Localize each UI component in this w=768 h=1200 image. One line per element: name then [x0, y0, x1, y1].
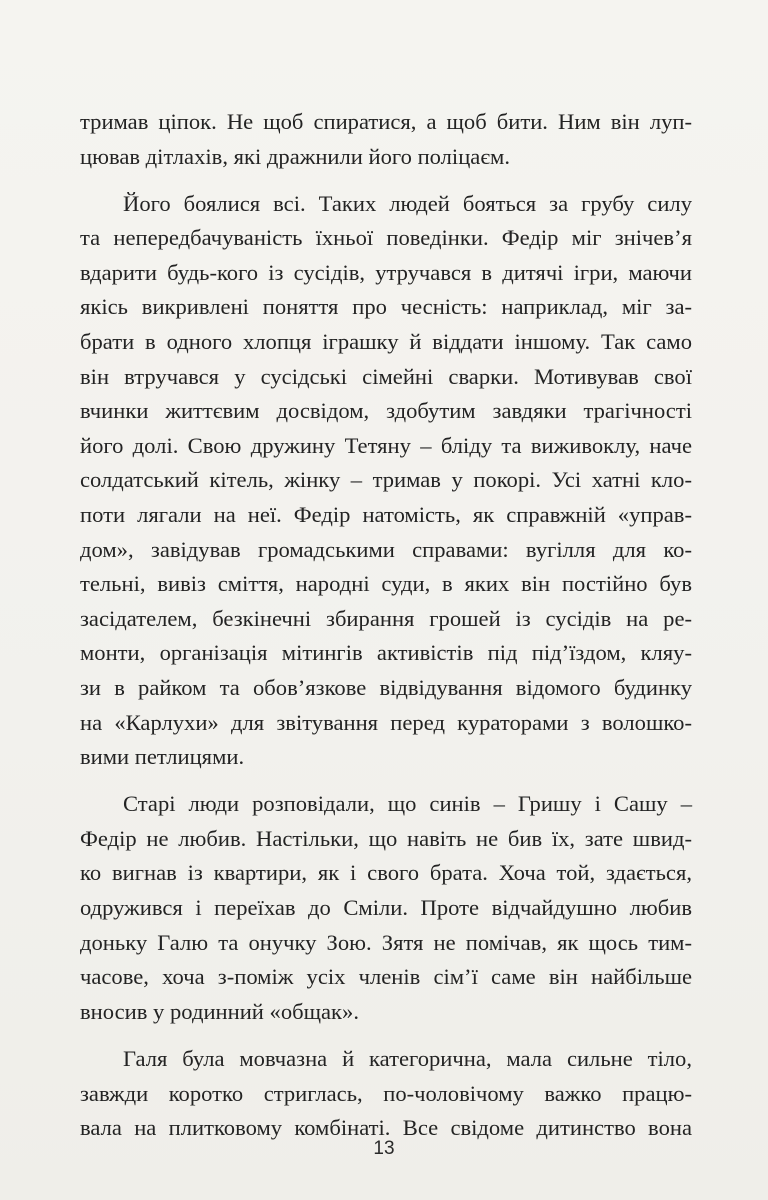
- text-line: одружився і переїхав до Сміли. Проте відчайдушно любив: [80, 895, 692, 921]
- text-line: вдарити будь-кого із сусідів, утручався в дитячі ігри, маючи: [80, 259, 692, 285]
- text-line: часове, хоча з-поміж усіх членів сім’ї саме він найбільше: [80, 964, 692, 990]
- text-line: монти, організація мітингів активістів під під’їздом, кляу-: [80, 640, 692, 666]
- text-line: Старі люди розповідали, що синів – Гришу і Сашу –: [123, 791, 692, 817]
- text-line: вносив у родинний «общак».: [80, 998, 359, 1024]
- text-line: Його боялися всі. Таких людей бояться за грубу силу: [123, 190, 692, 216]
- text-line: на «Карлухи» для звітування перед кураторами з волошко-: [80, 709, 692, 735]
- text-line: солдатський кітель, жінку – тримав у покорі. Усі хатні кло-: [80, 467, 692, 493]
- text-line: засідателем, безкінечні збирання грошей із сусідів на ре-: [80, 605, 692, 631]
- body-text: [80, 105, 692, 1146]
- text-line: він втручався у сусідські сімейні сварки. Мотивував свої: [80, 363, 692, 389]
- paragraph-gap: [80, 174, 692, 187]
- page-number: 13: [373, 1138, 395, 1159]
- text-line: якісь викривлені поняття про чесність: наприклад, міг за-: [80, 294, 692, 320]
- text-line: Галя була мовчазна й категорична, мала сильне тіло,: [123, 1045, 692, 1071]
- text-line: тельні, вивіз сміття, народні суди, в яких він постійно був: [80, 571, 692, 597]
- paragraph-gap: [80, 1029, 692, 1042]
- text-line: Федір не любив. Настільки, що навіть не бив їх, зате швид-: [80, 825, 692, 851]
- text-line: тримав ціпок. Не щоб спиратися, а щоб бити. Ним він луп-: [80, 109, 692, 134]
- text-line: вими петлицями.: [80, 744, 245, 770]
- text-line: брати в одного хлопця іграшку й віддати іншому. Так само: [80, 329, 692, 355]
- text-line: вчинки життєвим досвідом, здобутим завдяки трагічності: [80, 398, 692, 424]
- text-line: вала на плитковому комбінаті. Все свідоме дитинство вона: [80, 1115, 692, 1141]
- text-line: цював дітлахів, які дражнили його поліцаєм.: [80, 143, 510, 169]
- paragraph-gap: [80, 775, 692, 788]
- text-line: та непередбачуваність їхньої поведінки. Федір міг знічев’я: [80, 225, 692, 251]
- text-line: ко вигнав із квартири, як і свого брата. Хоча той, здається,: [80, 860, 692, 886]
- text-line: завжди коротко стриглась, по-чоловічому важко працю-: [80, 1080, 692, 1106]
- text-line: його долі. Свою дружину Тетяну – бліду та виживоклу, наче: [80, 432, 692, 458]
- text-line: дом», завідував громадськими справами: вугілля для ко-: [80, 536, 692, 562]
- text-line: доньку Галю та онучку Зою. Зятя не помічав, як щось тим-: [80, 929, 692, 955]
- text-line: поти лягали на неї. Федір натомість, як справжній «управ-: [80, 502, 692, 528]
- text-line: зи в райком та обов’язкове відвідування відомого будинку: [80, 675, 692, 700]
